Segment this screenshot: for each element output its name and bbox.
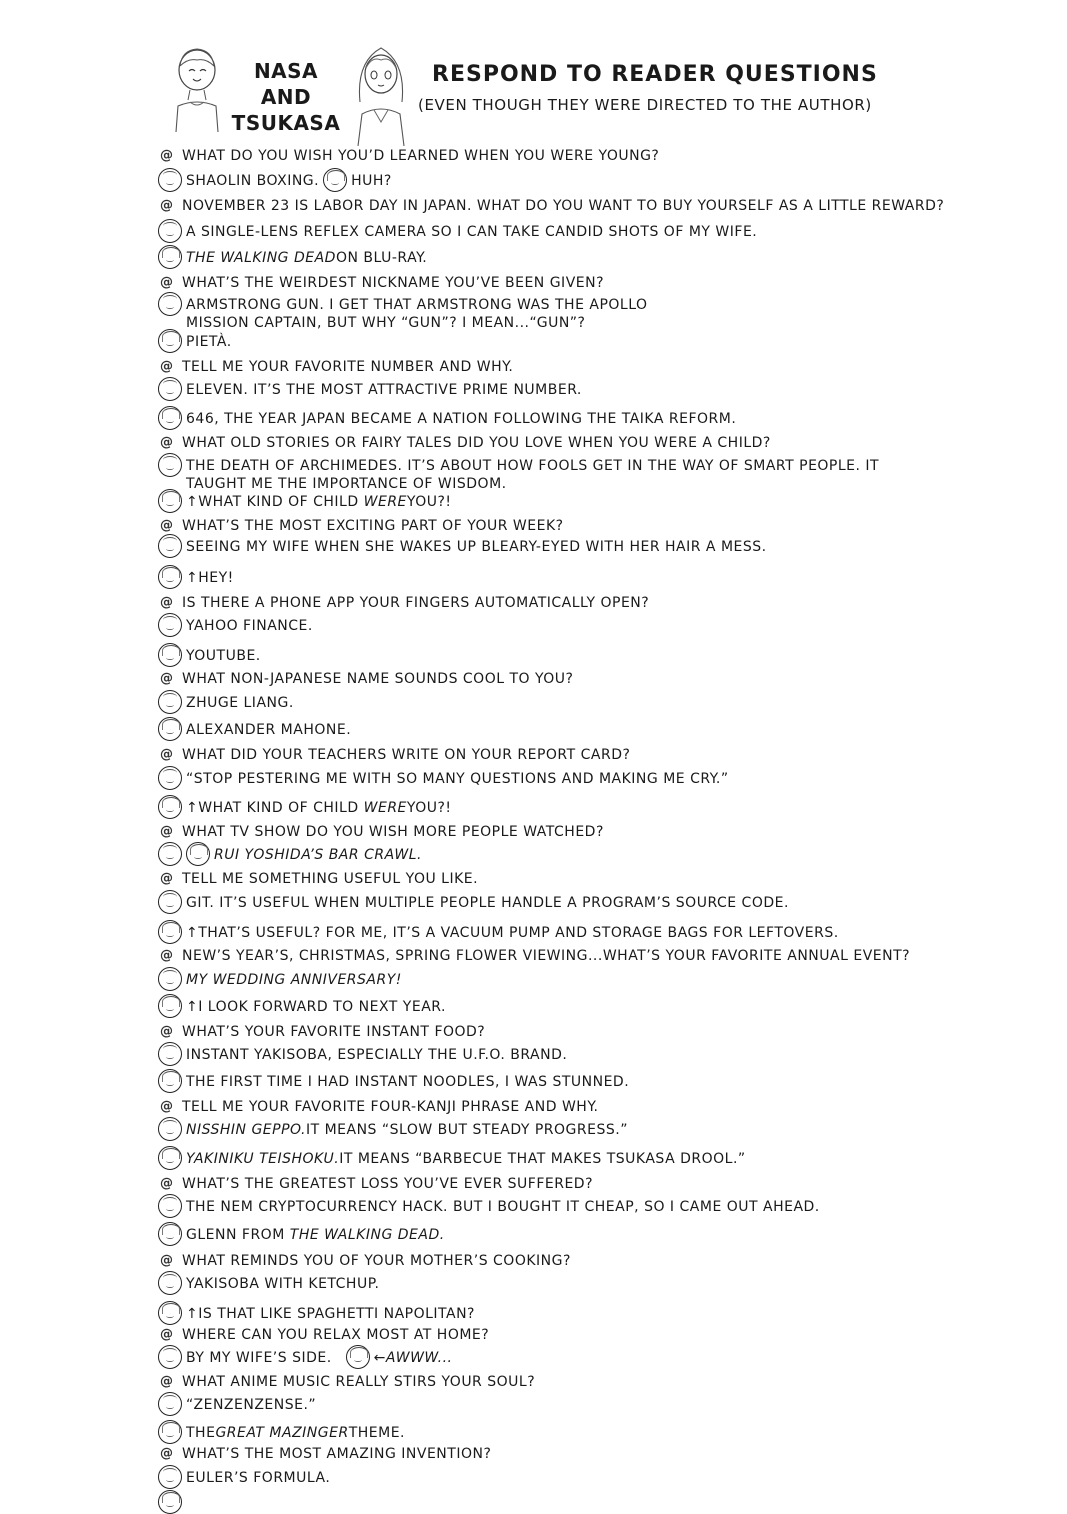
answer-text: “STOP PESTERING ME WITH SO MANY QUESTIONS AND MAKING ME CRY.” <box>186 771 729 787</box>
question-text: WHAT REMINDS YOU OF YOUR MOTHER’S COOKING? <box>182 1253 571 1269</box>
answer-row <box>158 296 648 332</box>
at-icon: @ <box>160 871 174 886</box>
nasa-face-icon <box>158 1465 182 1489</box>
at-icon: @ <box>160 148 174 163</box>
answer-row <box>158 1349 452 1369</box>
answer-row <box>158 1305 475 1325</box>
answer-row <box>158 538 767 558</box>
answer-emphasis: YAKINIKU TEISHOKU. <box>186 1151 340 1167</box>
nasa-face-icon <box>158 1345 182 1369</box>
answer-text: ↑WHAT KIND OF CHILD <box>186 800 359 816</box>
question-row <box>160 1252 571 1270</box>
answer-text: IT MEANS “BARBECUE THAT MAKES TSUKASA DROOL.” <box>339 1151 746 1167</box>
at-icon: @ <box>160 198 174 213</box>
answer-title: RUI YOSHIDA’S BAR CRAWL. <box>214 847 422 863</box>
answer-text: YOU?! <box>406 800 452 816</box>
answer-row <box>158 721 351 741</box>
answer-text: ON BLU-RAY. <box>335 250 428 266</box>
answer-text: SEEING MY WIFE WHEN SHE WAKES UP BLEARY-EYED WITH HER HAIR A MESS. <box>186 539 767 555</box>
nasa-face-icon <box>158 1117 182 1141</box>
at-icon: @ <box>160 359 174 374</box>
question-text: WHAT NON-JAPANESE NAME SOUNDS COOL TO YOU? <box>182 671 574 687</box>
nasa-face-icon <box>158 842 182 866</box>
answer-row <box>158 799 452 819</box>
answer-text: YOU?! <box>406 494 452 510</box>
question-row <box>160 823 604 841</box>
answer-text: EULER’S FORMULA. <box>186 1470 331 1486</box>
question-text: TELL ME SOMETHING USEFUL YOU LIKE. <box>182 871 479 887</box>
answer-emphasis: WERE <box>363 494 407 510</box>
tsukasa-face-icon <box>158 1301 182 1325</box>
answer-row <box>158 647 261 667</box>
answer-text: IT MEANS “SLOW BUT STEADY PROGRESS.” <box>305 1122 628 1138</box>
answer-text: THE DEATH OF ARCHIMEDES. IT’S ABOUT HOW FOOLS GET IN THE WAY OF SMART PEOPLE. IT <box>186 458 880 474</box>
question-text: NOVEMBER 23 IS LABOR DAY IN JAPAN. WHAT DO YOU WANT TO BUY YOURSELF AS A LITTLE REWARD? <box>182 198 945 214</box>
question-row <box>160 670 573 688</box>
question-text: WHAT’S THE GREATEST LOSS YOU’VE EVER SUFFERED? <box>182 1176 594 1192</box>
header-names <box>230 58 342 136</box>
answer-row <box>158 493 452 513</box>
answer-text: SHAOLIN BOXING. <box>186 173 320 189</box>
names-line-1: NASA AND <box>253 59 319 109</box>
tsukasa-face-icon <box>158 1490 182 1514</box>
question-row <box>160 1023 485 1041</box>
nasa-face-icon <box>158 534 182 558</box>
question-row <box>160 358 513 376</box>
answer-row <box>158 971 402 991</box>
answer-text: PIETÀ. <box>186 334 232 350</box>
tsukasa-face-icon <box>158 795 182 819</box>
question-text: TELL ME YOUR FAVORITE FOUR-KANJI PHRASE AND WHY. <box>182 1099 599 1115</box>
nasa-face-icon <box>158 967 182 991</box>
answer-row <box>158 998 446 1018</box>
answer-text: ↑HEY! <box>186 570 234 586</box>
answer-row <box>158 569 234 589</box>
tsukasa-portrait-icon <box>350 42 412 146</box>
question-row <box>160 1326 489 1344</box>
tsukasa-face-icon <box>186 842 210 866</box>
tsukasa-face-icon <box>158 643 182 667</box>
answer-text: BY MY WIFE’S SIDE. <box>186 1350 332 1366</box>
answer-row <box>158 1198 820 1218</box>
at-icon: @ <box>160 275 174 290</box>
question-text: WHAT’S THE WEIRDEST NICKNAME YOU’VE BEEN GIVEN? <box>182 275 605 291</box>
tsukasa-face-icon <box>158 1069 182 1093</box>
nasa-face-icon <box>158 766 182 790</box>
answer-text: MY WEDDING ANNIVERSARY! <box>186 972 402 988</box>
nasa-face-icon <box>158 613 182 637</box>
question-row <box>160 274 604 292</box>
answer-row <box>158 410 736 430</box>
answer-row-partial <box>158 1494 186 1514</box>
nasa-face-icon <box>158 1042 182 1066</box>
answer-emphasis: WERE <box>363 800 407 816</box>
answer-row <box>158 223 757 243</box>
header <box>160 38 920 148</box>
answer-text: ARMSTRONG GUN. I GET THAT ARMSTRONG WAS THE APOLLO <box>186 297 648 313</box>
answer-row <box>158 694 294 714</box>
answer-text: ELEVEN. IT’S THE MOST ATTRACTIVE PRIME NUMBER. <box>186 382 582 398</box>
question-row <box>160 434 771 452</box>
answer-text: THE NEM CRYPTOCURRENCY HACK. BUT I BOUGHT IT CHEAP, SO I CAME OUT AHEAD. <box>186 1199 820 1215</box>
answer-row <box>158 249 427 269</box>
question-text: WHERE CAN YOU RELAX MOST AT HOME? <box>182 1327 490 1343</box>
question-row <box>160 1098 599 1116</box>
question-row <box>160 147 659 165</box>
question-row <box>160 746 630 764</box>
answer-text: THE <box>186 1425 216 1441</box>
tsukasa-face-icon <box>158 994 182 1018</box>
answer-row <box>158 770 729 790</box>
names-line-2: TSUKASA <box>231 111 341 135</box>
at-icon: @ <box>160 1327 174 1342</box>
question-row <box>160 947 910 965</box>
at-icon: @ <box>160 948 174 963</box>
question-row <box>160 594 649 612</box>
nasa-face-icon <box>158 1271 182 1295</box>
answer-text: ZHUGE LIANG. <box>186 695 294 711</box>
answer-text: ←AWWW... <box>373 1350 453 1366</box>
question-text: WHAT’S YOUR FAVORITE INSTANT FOOD? <box>182 1024 486 1040</box>
at-icon: @ <box>160 671 174 686</box>
answer-row <box>158 1469 330 1489</box>
at-icon: @ <box>160 1099 174 1114</box>
answer-text: GIT. IT’S USEFUL WHEN MULTIPLE PEOPLE HANDLE A PROGRAM’S SOURCE CODE. <box>186 895 789 911</box>
answer-text: ↑I LOOK FORWARD TO NEXT YEAR. <box>186 999 446 1015</box>
answer-text: YAKISOBA WITH KETCHUP. <box>186 1276 380 1292</box>
answer-row <box>158 894 789 914</box>
answer-text: THE FIRST TIME I HAD INSTANT NOODLES, I WAS STUNNED. <box>186 1074 630 1090</box>
answer-text: A SINGLE-LENS REFLEX CAMERA SO I CAN TAKE CANDID SHOTS OF MY WIFE. <box>186 224 758 240</box>
answer-row <box>158 172 392 192</box>
answer-title: THE WALKING DEAD <box>186 250 336 266</box>
nasa-face-icon <box>158 1194 182 1218</box>
tsukasa-face-icon <box>346 1345 370 1369</box>
at-icon: @ <box>160 1176 174 1191</box>
tsukasa-face-icon <box>158 1420 182 1444</box>
answer-text: 646, THE YEAR JAPAN BECAME A NATION FOLLOWING THE TAIKA REFORM. <box>186 411 737 427</box>
answer-row <box>158 381 582 401</box>
at-icon: @ <box>160 1024 174 1039</box>
answer-title: GREAT MAZINGER <box>215 1425 349 1441</box>
answer-text: MISSION CAPTAIN, BUT WHY “GUN”? I MEAN...“GUN”? <box>186 315 586 331</box>
question-text: WHAT’S THE MOST AMAZING INVENTION? <box>182 1446 492 1462</box>
nasa-face-icon <box>158 1392 182 1416</box>
tsukasa-face-icon <box>158 717 182 741</box>
question-text: WHAT ANIME MUSIC REALLY STIRS YOUR SOUL? <box>182 1374 536 1390</box>
nasa-face-icon <box>158 292 182 316</box>
nasa-face-icon <box>158 890 182 914</box>
tsukasa-face-icon <box>158 406 182 430</box>
tsukasa-face-icon <box>158 920 182 944</box>
answer-text: ↑IS THAT LIKE SPAGHETTI NAPOLITAN? <box>186 1306 475 1322</box>
answer-text: ↑THAT’S USEFUL? FOR ME, IT’S A VACUUM PUMP AND STORAGE BAGS FOR LEFTOVERS. <box>186 925 839 941</box>
page-subtitle: (EVEN THOUGH THEY WERE DIRECTED TO THE AUTHOR) <box>418 96 872 114</box>
question-row <box>160 517 564 535</box>
question-text: TELL ME YOUR FAVORITE NUMBER AND WHY. <box>182 359 514 375</box>
answer-emphasis: NISSHIN GEPPO. <box>186 1122 306 1138</box>
nasa-face-icon <box>158 453 182 477</box>
answer-text: ALEXANDER MAHONE. <box>186 722 352 738</box>
question-row <box>160 1373 535 1391</box>
nasa-face-icon <box>158 377 182 401</box>
tsukasa-face-icon <box>158 329 182 353</box>
tsukasa-face-icon <box>158 1222 182 1246</box>
question-text: WHAT TV SHOW DO YOU WISH MORE PEOPLE WATCHED? <box>182 824 604 840</box>
question-text: WHAT’S THE MOST EXCITING PART OF YOUR WEEK? <box>182 518 564 534</box>
nasa-portrait-icon <box>168 44 226 132</box>
question-text: WHAT OLD STORIES OR FAIRY TALES DID YOU LOVE WHEN YOU WERE A CHILD? <box>182 435 771 451</box>
tsukasa-face-icon <box>158 489 182 513</box>
answer-title: THE WALKING DEAD. <box>289 1227 445 1243</box>
answer-row <box>158 457 879 493</box>
answer-text: “ZENZENZENSE.” <box>186 1397 317 1413</box>
at-icon: @ <box>160 747 174 762</box>
answer-row <box>158 924 839 944</box>
page-title: RESPOND TO READER QUESTIONS <box>432 62 878 87</box>
answer-row <box>158 1046 567 1066</box>
answer-row <box>158 1226 445 1246</box>
question-row <box>160 197 944 215</box>
nasa-face-icon <box>158 219 182 243</box>
at-icon: @ <box>160 1253 174 1268</box>
answer-text: GLENN FROM <box>186 1227 285 1243</box>
question-row <box>160 870 478 888</box>
answer-text: ↑WHAT KIND OF CHILD <box>186 494 359 510</box>
question-text: WHAT DO YOU WISH YOU’D LEARNED WHEN YOU WERE YOUNG? <box>182 148 660 164</box>
at-icon: @ <box>160 518 174 533</box>
at-icon: @ <box>160 1374 174 1389</box>
answer-row <box>158 1424 405 1444</box>
question-row <box>160 1445 491 1463</box>
answer-text: TAUGHT ME THE IMPORTANCE OF WISDOM. <box>186 476 507 492</box>
at-icon: @ <box>160 435 174 450</box>
at-icon: @ <box>160 824 174 839</box>
answer-row <box>158 1121 628 1141</box>
question-text: IS THERE A PHONE APP YOUR FINGERS AUTOMATICALLY OPEN? <box>182 595 650 611</box>
question-text: WHAT DID YOUR TEACHERS WRITE ON YOUR REPORT CARD? <box>182 747 631 763</box>
answer-text: THEME. <box>348 1425 406 1441</box>
answer-row <box>158 1275 379 1295</box>
tsukasa-face-icon <box>158 245 182 269</box>
nasa-face-icon <box>158 168 182 192</box>
answer-row <box>158 333 232 353</box>
answer-row <box>158 617 313 637</box>
tsukasa-face-icon <box>158 1146 182 1170</box>
answer-row <box>158 1396 316 1416</box>
question-row <box>160 1175 593 1193</box>
at-icon: @ <box>160 1446 174 1461</box>
answer-row <box>158 1150 746 1170</box>
answer-row <box>158 846 422 866</box>
question-text: NEW’S YEAR’S, CHRISTMAS, SPRING FLOWER VIEWING...WHAT’S YOUR FAVORITE ANNUAL EVENT? <box>182 948 911 964</box>
nasa-face-icon <box>158 690 182 714</box>
tsukasa-face-icon <box>323 168 347 192</box>
answer-text: YAHOO FINANCE. <box>186 618 313 634</box>
answer-row <box>158 1073 629 1093</box>
answer-text: YOUTUBE. <box>186 648 261 664</box>
at-icon: @ <box>160 595 174 610</box>
tsukasa-face-icon <box>158 565 182 589</box>
answer-text: HUH? <box>351 173 392 189</box>
answer-text: INSTANT YAKISOBA, ESPECIALLY THE U.F.O. BRAND. <box>186 1047 568 1063</box>
